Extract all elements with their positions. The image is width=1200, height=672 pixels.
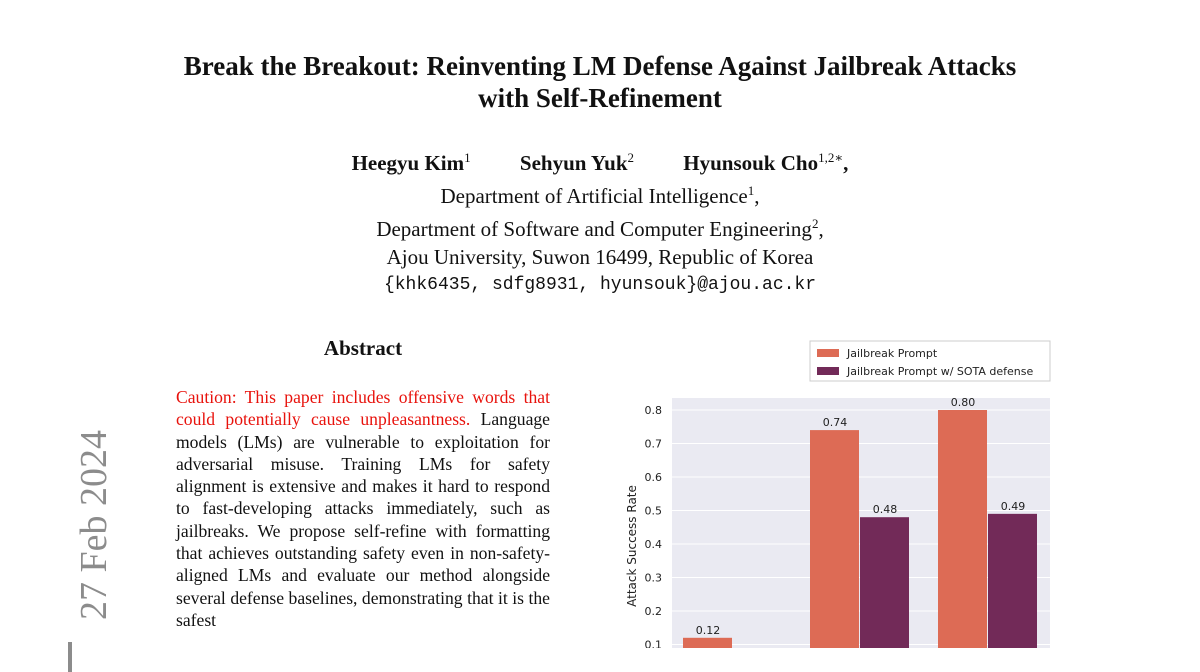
y-tick-label: 0.4 bbox=[644, 538, 662, 551]
author-3: Hyunsouk Cho$^{1,2∗}$, bbox=[683, 150, 849, 175]
bar-series-1 bbox=[938, 410, 987, 648]
legend-swatch-2 bbox=[817, 367, 839, 375]
legend-label-1: Jailbreak Prompt bbox=[847, 347, 938, 360]
affiliation-1: Department of Artificial Intelligence$^1$, bbox=[440, 183, 760, 208]
y-tick-label: 0.8 bbox=[644, 404, 662, 417]
title-line-2: with Self-Refinement bbox=[478, 83, 722, 113]
bar-value-label: 0.49 bbox=[1000, 499, 1026, 513]
bar-series-1 bbox=[683, 638, 732, 648]
y-tick-label: 0.6 bbox=[644, 471, 662, 484]
title-line-1: Break the Breakout: Reinventing LM Defense Against Jailbreak Attacks bbox=[183, 51, 1017, 81]
abstract-body bbox=[176, 386, 550, 631]
affiliation-3: Ajou University, Suwon 16499, Republic of Korea bbox=[386, 245, 814, 269]
author-names bbox=[0, 144, 1200, 177]
legend-label-2: Jailbreak Prompt w/ SOTA defense bbox=[847, 365, 1034, 378]
legend-swatch-1 bbox=[817, 349, 839, 357]
author-1: Heegyu Kim$^1$ bbox=[351, 150, 471, 175]
bar-series-2 bbox=[988, 514, 1037, 648]
attack-success-chart bbox=[600, 336, 1060, 648]
y-tick-label: 0.2 bbox=[644, 605, 662, 618]
y-axis-label: Attack Success Rate bbox=[625, 485, 639, 607]
author-emails: {khk6435, sdfg8931, hyunsouk}@ajou.ac.kr bbox=[383, 275, 817, 295]
abstract-caution: Caution: This paper includes offensive words that could potentially cause unpleasantness. bbox=[176, 387, 550, 430]
bar-value-label: 0.12 bbox=[695, 623, 721, 637]
arxiv-side-stamp bbox=[30, 420, 115, 660]
bar-series-1 bbox=[810, 430, 859, 648]
y-axis-ticks bbox=[645, 404, 663, 648]
arxiv-date: 27 Feb 2024 bbox=[73, 430, 115, 620]
affiliation-2: Department of Software and Computer Engineering$^2$, bbox=[376, 216, 824, 241]
y-tick-label: 0.3 bbox=[644, 571, 662, 585]
y-tick-label: 0.1 bbox=[644, 638, 662, 648]
abstract-heading: Abstract bbox=[323, 336, 403, 360]
bar-series-2 bbox=[860, 517, 909, 648]
chart-legend bbox=[810, 341, 1050, 381]
bar-value-label: 0.74 bbox=[822, 416, 848, 430]
arxiv-stamp-bar bbox=[68, 642, 72, 672]
bar-value-label: 0.80 bbox=[950, 396, 976, 409]
abstract-text: Language models (LMs) are vulnerable to exploitation for adversarial misuse. Training LMs for safety alignment is extensive and makes it hard to respond to fast-developing attacks immediately, such as jailbreaks. We propose self-refine with formatting that achieves outstanding safety even in non-safety-aligned LMs and evaluate our method alongside several defense baselines, demonstrating that it is the safest bbox=[176, 409, 550, 630]
author-block bbox=[0, 144, 1200, 299]
y-tick-label: 0.7 bbox=[644, 437, 662, 451]
y-tick-label: 0.5 bbox=[644, 504, 662, 518]
author-2: Sehyun Yuk$^2$ bbox=[519, 150, 634, 175]
paper-title bbox=[0, 50, 1200, 114]
bar-value-label: 0.48 bbox=[872, 503, 898, 517]
